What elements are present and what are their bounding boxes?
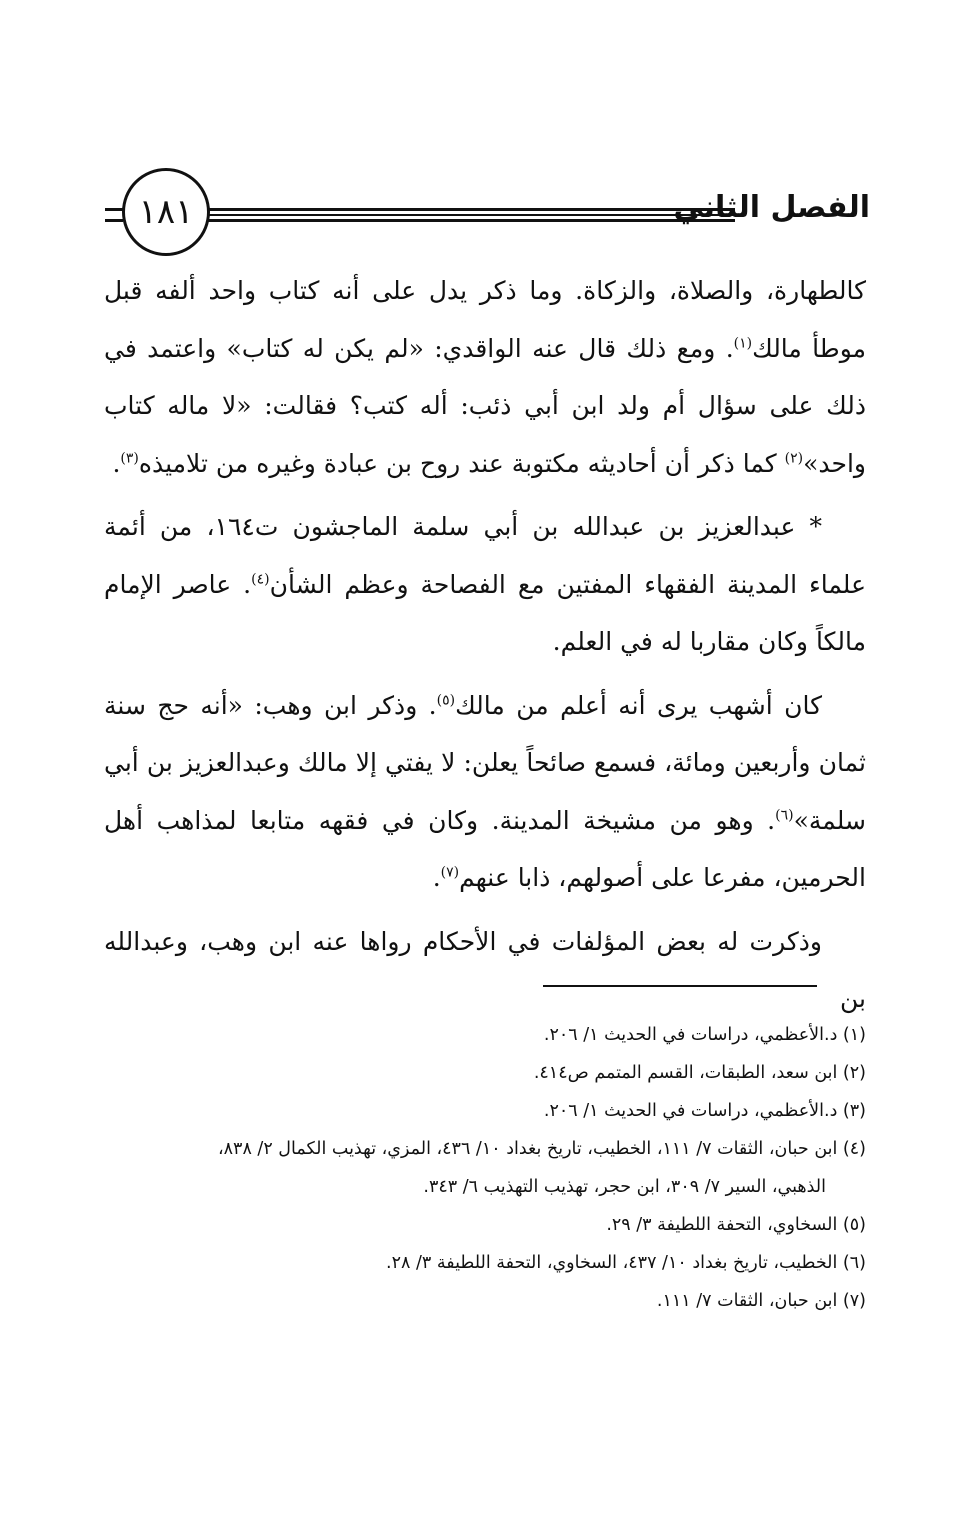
footnote-continuation: الذهبي، السير ٧/ ٣٠٩، ابن حجر، تهذيب التهذيب ٦/ ٣٤٣. [423, 1177, 826, 1197]
chapter-title: الفصل الثاني [673, 190, 870, 225]
header-rule-end [105, 208, 123, 222]
footnote: (٢) ابن سعد، الطبقات، القسم المتمم ص٤١٤. [533, 1063, 866, 1083]
header-rule [168, 208, 735, 222]
paragraph: وذكرت له بعض المؤلفات في الأحكام رواها عنه ابن وهب، وعبدالله بن [104, 926, 866, 1013]
footnotes [104, 1016, 866, 1320]
footnote: (١) د.الأعظمي، دراسات في الحديث ١/ ٢٠٦. [543, 1025, 866, 1045]
footnote-ref: (٢) [784, 450, 804, 467]
footnote-ref: (٦) [775, 807, 794, 824]
footnote-ref: (٥) [436, 692, 456, 709]
footnote: (٧) ابن حبان، الثقات ٧/ ١١١. [656, 1291, 866, 1311]
footnote-ref: (٧) [440, 864, 460, 881]
footnote-ref: (٤) [251, 571, 270, 588]
footnote: (٤) ابن حبان، الثقات ٧/ ١١١، الخطيب، تاريخ بغداد ١٠/ ٤٣٦، المزي، تهذيب الكمال ٢/ ٨٣٨، [218, 1139, 866, 1159]
page-header [100, 164, 870, 260]
main-text [104, 262, 866, 1028]
footnote: (٣) د.الأعظمي، دراسات في الحديث ١/ ٢٠٦. [543, 1101, 866, 1121]
footnote: (٥) السخاوي، التحفة اللطيفة ٣/ ٢٩. [606, 1215, 866, 1235]
footnote: (٦) الخطيب، تاريخ بغداد ١٠/ ٤٣٧، السخاوي، التحفة اللطيفة ٣/ ٢٨. [386, 1253, 866, 1273]
page-number: ١٨١ [122, 168, 210, 256]
paragraph: كالطهارة، والصلاة، والزكاة. وما ذكر يدل على أنه كتاب واحد ألفه قبل موطأ مالك$^{(١)}$. ومع ذلك قال عنه الواقدي: «لم يكن له كتاب» واعتمد في ذلك على سؤال أم ولد ابن أبي ذئب: أله كتب؟ فقالت: «لا ماله كتاب واحد»$^{(٢)}$ كما ذكر أن أحاديثه مكتوبة عند روح بن عبادة وغيره من تلاميذه$^{(٣)}$. [104, 276, 866, 478]
footnote-ref: (١) [733, 335, 753, 352]
paragraph: * عبدالعزيز بن عبدالله بن أبي سلمة الماجشون ت١٦٤، من أئمة علماء المدينة الفقهاء المفتين مع الفصاحة وعظم الشأن$^{(٤)}$. عاصر الإمام مالكاً وكان مقاربا له في العلم. [104, 512, 867, 656]
footnote-separator [543, 985, 817, 987]
paragraph: كان أشهب يرى أنه أعلم من مالك$^{(٥)}$. وذكر ابن وهب: «أنه حج سنة ثمان وأربعين ومائة، فسمع صائحاً يعلن: لا يفتي إلا مالك وعبدالعزيز بن أبي سلمة»$^{(٦)}$. وهو من مشيخة المدينة. وكان في فقهه متابعا لمذاهب أهل الحرمين، مفرعا على أصولهم، ذابا عنهم$^{(٧)}$. [104, 690, 866, 892]
footnote-ref: (٣) [120, 450, 139, 467]
